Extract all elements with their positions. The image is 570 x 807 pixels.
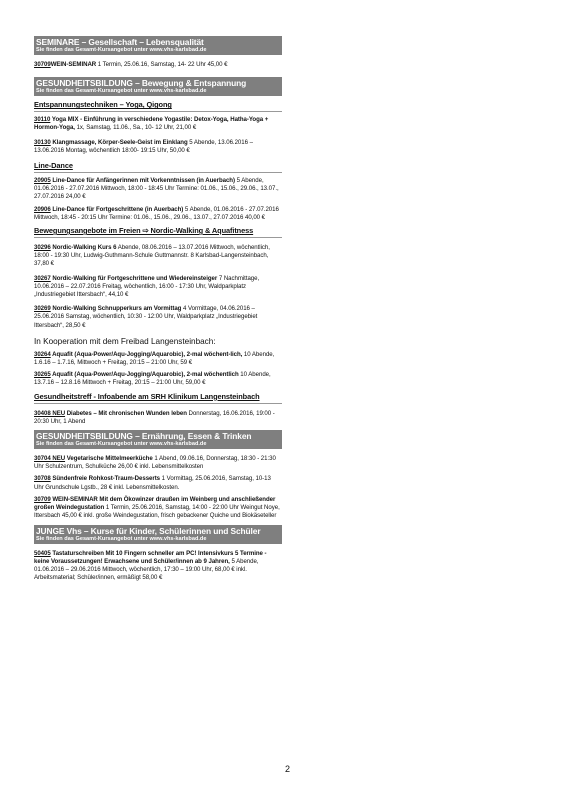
course-details: 4 Vormittage, 04.06.2016 – 25.06.2016 Samstag, wöchentlich, 10:30 - 12:00 Uhr, Waldparkplatz „Industriegebiet Ittersbach“, 28,50 € [34,305,258,329]
kooperation-note: In Kooperation mit dem Freibad Langensteinbach: [34,336,216,346]
course-code: 30296 [34,244,51,252]
course-title: Line-Dance für Fortgeschrittene (in Auerbach) [50,205,184,213]
course-code: 30408 NEU [34,409,66,417]
course-code: 30267 [34,274,51,282]
course-details: 5 Abende, 01.06.2016 - 27.07.2016 Mittwoch, 18:00 - 18:45 Uhr Termine: 01.06., 15.06., 29.06., 13.07., 27.07.2016 24,00 € [34,177,279,201]
section-subtitle: Sie finden das Gesamt-Kursangebot unter www.vhs-karlsbad.de [36,441,207,448]
course-title: Diabetes – Mit chronischen Wunden leben [65,409,187,417]
course-code: 30269 [34,305,51,313]
course-details: 10 Abende, 1.6.16 – 1.7.16, Mittwoch + Freitag, 20:15 – 21:00 Uhr, 59 € [34,350,275,367]
course-entry-30296 [34,244,282,269]
course-entry-20905 [34,177,282,202]
section-title: GESUNDHEITSBILDUNG – Bewegung & Entspannung [36,78,247,89]
course-entry-30265 [34,371,282,387]
section-header-bewegung [34,77,282,96]
section-subtitle: Sie finden das Gesamt-Kursangebot unter www.vhs-karlsbad.de [36,535,207,542]
course-title: Aquafit (Aqua-Power/Aqu-Jogging/Aquarobic), 2-mal wöchent-lich, [50,350,243,358]
section-header-junge-vhs [34,525,282,544]
course-details: Abende, 08.06.2016 – 13.07.2016 Mittwoch, wöchentlich, 18:00 - 19:30 Uhr, Ludwig-Guthmann-Schule Guttmannstr. 8 Karlsbad-Langensteinbach, 37,80 € [34,244,270,268]
page-number: 2 [285,764,291,774]
course-details: 1x, Samstag, 11.06., Sa., 10- 12 Uhr, 21,00 € [74,124,197,132]
course-details: 1 Termin, 25.06.2016, Samstag, 14:00 - 22:00 Uhr Weingut Noye, Ittersbach 45,00 € inkl. große Weindegustation, frisch gebackener Quiche und Biokäseteller [34,504,280,520]
course-code: 30264 [34,350,51,358]
course-details: 1 Vormittag, 25.06.2016, Samstag, 10-13 Uhr Grundschule Lgstb., 28 € inkl. Lebensmittelkosten. [34,475,271,491]
course-code: 30265 [34,371,51,379]
section-subtitle: Sie finden das Gesamt-Kursangebot unter www.vhs-karlsbad.de [36,47,207,53]
section-header-ernaehrung [34,430,282,449]
course-code: 30704 NEU [34,455,66,463]
course-entry-30709-wine [34,496,282,521]
course-entry-20906 [34,206,282,222]
course-title: Aquafit (Aqua-Power/Aqu-Jogging/Aquarobic), 2-mal wöchentlich [50,371,239,379]
course-title: Nordic-Walking Schnupperkurs am Vormittag [50,305,182,313]
course-details: 7 Nachmittage, 10.06.2016 – 22.07.2016 Freitag, wöchentlich, 16:00 - 17:30 Uhr, Waldparkplatz „Industriegebiet Ittersbach“, 44,10 € [34,274,260,299]
section-title: SEMINARE – Gesellschaft – Lebensqualität [36,37,204,47]
course-listing-column [34,36,282,582]
course-code: 30709 [34,61,51,68]
course-title: Nordic-Walking für Fortgeschrittene und Wiedereinsteiger [50,274,218,282]
course-details: Donnerstag, 16.06.2016, 19:00 - 20:30 Uhr, 1 Abend [34,409,275,425]
course-title: Nordic-Walking Kurs 6 [50,244,117,252]
course-title: Sündenfreie Rohkost-Traum-Desserts [50,475,161,483]
course-entry-30709 [34,61,282,69]
section-title: GESUNDHEITSBILDUNG – Ernährung, Essen & Trinken [36,431,252,442]
course-code: 30110 [34,116,51,124]
course-code: 30709 [34,495,51,503]
course-entry-30267 [34,275,282,300]
course-entry-30130 [34,139,282,155]
course-title: WEIN-SEMINAR [50,61,97,68]
course-code: 50405 [34,549,51,557]
course-entry-50405 [34,550,282,583]
section-subtitle: Sie finden das Gesamt-Kursangebot unter www.vhs-karlsbad.de [36,88,207,95]
course-code: 30708 [34,475,51,483]
course-entry-30264 [34,351,282,367]
course-title: Tastaturschreiben Mit 10 Fingern schneller am PC! Intensivkurs 5 Termine - keine Voraussetzungen! Erwachsene und Schüler/innen ab 9 Jahren, [34,549,267,565]
course-details: 5 Abende, 01.06.2016 - 27.07.2016 Mittwoch, 18:45 - 20:15 Uhr Termine: 01.06., 15.06., 29.06., 13.07., 27.07.2016 40,00 € [34,205,279,221]
subheading-entspannung: Entspannungstechniken – Yoga, Qigong [34,100,282,112]
course-code: 30130 [34,138,51,146]
course-title: Vegetarische Mittelmeerküche [65,455,153,463]
course-entry-30110 [34,116,282,132]
course-title: Yoga MIX - Einführung in verschiedene Yogastile: Detox-Yoga, Hatha-Yoga + Hormon-Yoga, [34,116,269,132]
section-title: JUNGE Vhs – Kurse für Kinder, Schülerinnen und Schüler [36,525,261,536]
section-header-seminare [34,36,282,55]
course-title: WEIN-SEMINAR Mit dem Ökowinzer draußen im Weinberg und anschließender großen Weindegustation [34,495,276,512]
course-entry-30408 [34,410,282,426]
course-code: 20905 [34,177,51,185]
course-entry-30269 [34,305,282,330]
course-details: 10 Abende, 13.7.16 – 12.8.16 Mittwoch + Freitag, 20:15 – 21:00 Uhr, 59,00 € [34,371,271,387]
course-entry-30704 [34,455,282,471]
course-details: 5 Abende, 01.06.2016 – 29.06.2016 Mittwoch, wöchentlich, 17:30 – 19:00 Uhr, 68,00 € inkl. Arbeitsmaterial; Schüler/innen, ermäßigt 58,00 € [34,557,259,582]
subheading-bewegungsangebote: Bewegungsangebote im Freien ⇨ Nordic-Walking & Aquafitness [34,226,282,238]
course-details: 5 Abende, 13.06.2016 – 13.06.2016 Montag, wöchentlich 18:00- 19:15 Uhr, 50,00 € [34,138,253,154]
subheading-line-dance: Line-Dance [34,161,282,173]
subheading-gesundheitstreff: Gesundheitstreff - Infoabende am SRH Klinikum Langensteinbach [34,392,282,404]
course-entry-30708 [34,475,282,491]
course-title: Line-Dance für Anfängerinnen mit Vorkenntnissen (in Auerbach) [50,177,235,185]
course-details: 1 Abend, 09.06.16, Donnerstag, 18:30 - 21:30 Uhr Schulzentrum, Schulküche 26,00 € inkl. Lebensmittelkosten [34,455,276,471]
course-title: Klangmassage, Körper-Seele-Geist im Einklang [50,138,188,146]
course-code: 20906 [34,205,51,213]
course-details: 1 Termin, 25.06.16, Samstag, 14- 22 Uhr 45,00 € [96,61,228,68]
